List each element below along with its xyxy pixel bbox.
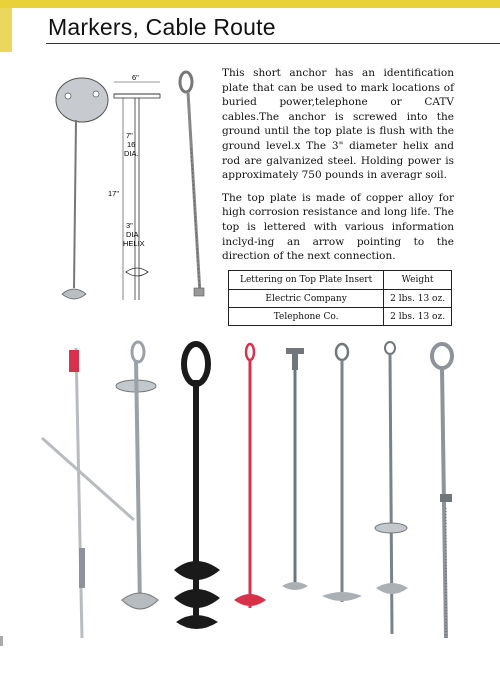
diagram-rod-dia-label-1: 7"	[126, 131, 133, 140]
table-cell: 2 lbs. 13 oz.	[384, 308, 452, 326]
diagram-rod-dia-label-3: DIA.	[124, 149, 139, 158]
product-description	[222, 66, 454, 272]
anchor-photo-3	[174, 344, 220, 629]
header-rule	[46, 43, 500, 44]
diagram-rod-dia-label-2: 16	[127, 140, 136, 149]
anchor-product-photos	[30, 338, 470, 648]
anchor-photo-5	[282, 348, 308, 590]
anchor-photo-2	[116, 342, 158, 609]
page-edge-mark	[0, 636, 3, 646]
anchor-photo-8	[432, 344, 452, 638]
lettering-weight-table	[228, 270, 452, 326]
table-header-weight: Weight	[384, 271, 452, 290]
diagram-helix-label-1: 3"	[126, 221, 133, 230]
header-side-tab	[0, 8, 12, 52]
table-cell: Telephone Co.	[229, 308, 384, 326]
table-header-row	[229, 271, 452, 290]
description-paragraph-1: This short anchor has an identification plate that can be used to mark locations of buried power,telephone or CATV cables.The anchor is screwed into the ground until the top plate is flush with the ground level.x The 3" diameter helix and rod are galvanized steel. Holding power is approximately 750 pounds in averagr soil.	[222, 67, 454, 182]
table-row	[229, 308, 452, 326]
page-header	[0, 0, 500, 52]
table-row	[229, 290, 452, 308]
anchor-photo-6	[322, 344, 362, 602]
description-paragraph-2: The top plate is made of copper alloy for high corrosion resistance and long life. The top is lettered with various information inclyd-ing an arrow pointing to the direction of the next connection.	[222, 191, 454, 263]
diagram-helix-label-3: HELIX	[123, 239, 145, 248]
anchor-photo-1	[42, 348, 134, 638]
diagram-height-label: 17"	[108, 189, 120, 198]
anchor-photo-4	[234, 344, 266, 608]
header-accent-bar	[0, 0, 500, 8]
page-title: Markers, Cable Route	[48, 14, 276, 40]
table-header-lettering: Lettering on Top Plate Insert	[229, 271, 384, 290]
table-cell: 2 lbs. 13 oz.	[384, 290, 452, 308]
diagram-helix-label-2: DIA	[126, 230, 139, 239]
diagram-width-label: 6"	[132, 73, 139, 82]
table-cell: Electric Company	[229, 290, 384, 308]
anchor-dimension-diagram	[40, 68, 220, 328]
anchor-photo-7	[375, 342, 408, 634]
